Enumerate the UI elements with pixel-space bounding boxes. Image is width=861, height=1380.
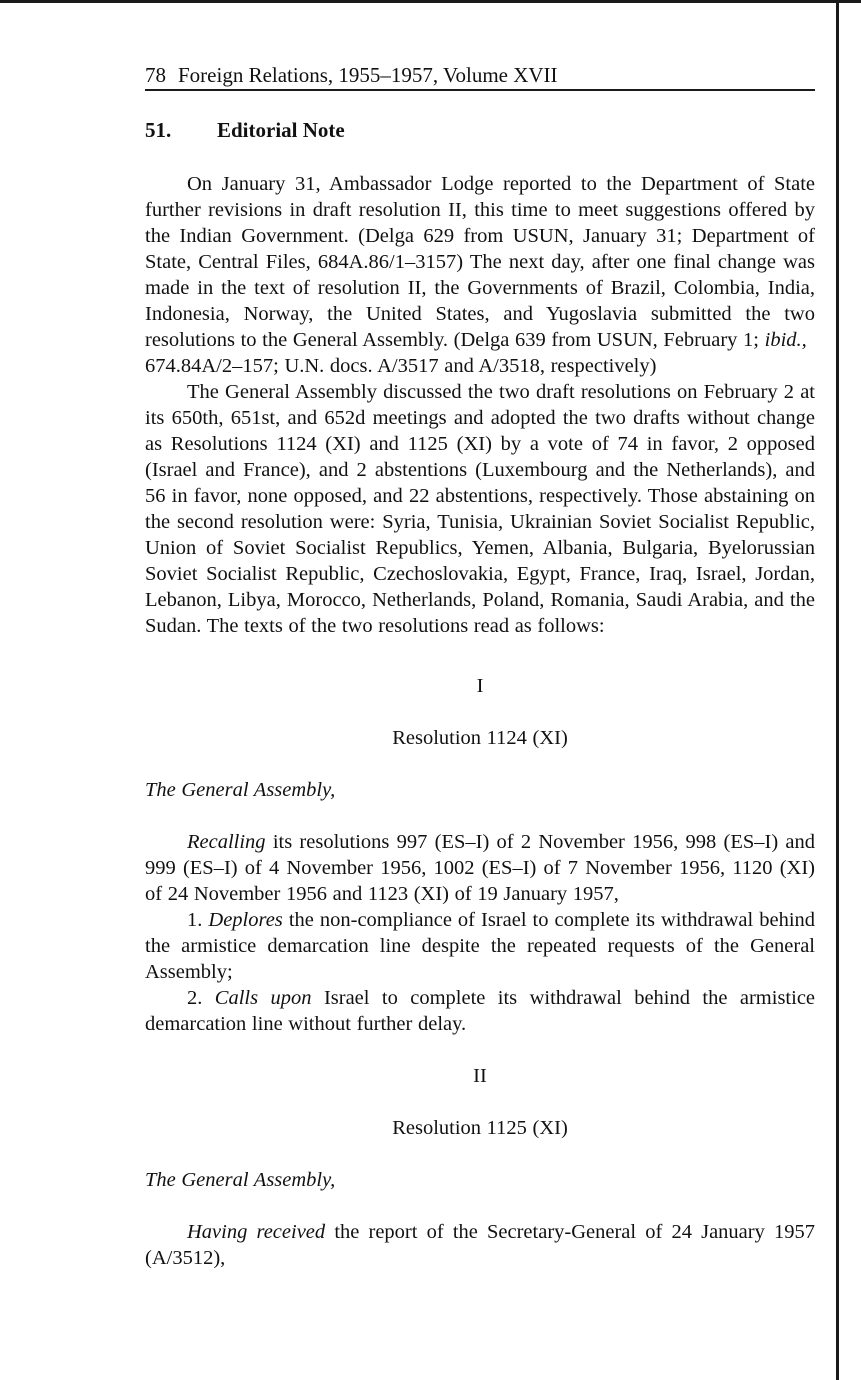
resolution-2-title: Resolution 1125 (XI) xyxy=(392,1117,568,1139)
resolution-1-recalling xyxy=(145,829,815,907)
recalling-text: its resolutions 997 (ES–I) of 2 November 1956, 998 (ES–I) and 999 (ES–I) of 4 November 1956, 1002 (ES–I) of 7 November 1956, 1120 (XI) of 24 November 1956 and 1123 (XI) of 19 January 1957, xyxy=(145,831,816,905)
having-received-lead: Having received xyxy=(187,1221,326,1243)
item-2-lead: Calls upon xyxy=(214,987,312,1009)
paragraph-1-text: On January 31, Ambassador Lodge reported to the Department of State further revisions in draft resolution II, this time to meet suggestions offered by the Indian Government. (Delga 629 from USUN, January 31; Department of State, Central Files, 684A.86/1–3157) The next day, after one final change was made in the text of resolution II, the Governments of Brazil, Colombia, India, Indonesia, Norway, the United States, and Yugoslavia submitted the two resolutions to the General Assembly. (Delga 639 from USUN, February 1; xyxy=(145,173,815,351)
scan-border-top xyxy=(0,0,861,3)
section-title: Editorial Note xyxy=(217,118,345,142)
item-2-number: 2. xyxy=(187,987,203,1009)
resolution-2-numeral: II xyxy=(473,1065,487,1087)
scan-border-right xyxy=(836,0,839,1380)
page-number: 78 xyxy=(145,63,166,87)
section-number: 51. xyxy=(145,118,172,142)
ibid-citation: ibid., xyxy=(764,329,807,351)
item-2-text: Israel to complete its withdrawal behind the armistice demarcation line without further delay. xyxy=(145,987,816,1035)
having-received-text: the report of the Secretary-General of 24 January 1957 (A/3512), xyxy=(145,1221,816,1269)
resolution-2-assembly: The General Assembly, xyxy=(145,1169,336,1191)
resolution-1-title: Resolution 1124 (XI) xyxy=(392,727,568,749)
document-body xyxy=(145,171,815,1271)
item-1-text: the non-compliance of Israel to complete its withdrawal behind the armistice demarcation line despite the repeated requests of the General Assembly; xyxy=(145,909,816,983)
item-1-number: 1. xyxy=(187,909,203,931)
section-heading xyxy=(145,117,345,143)
recalling-lead: Recalling xyxy=(187,831,266,853)
paragraph-1-end: 674.84A/2–157; U.N. docs. A/3517 and A/3518, respectively) xyxy=(145,355,657,377)
item-1-lead: Deplores xyxy=(208,909,283,931)
resolution-2-having-received xyxy=(145,1219,815,1271)
running-header xyxy=(145,62,815,91)
resolution-1-numeral: I xyxy=(476,675,484,697)
resolution-1-item-1 xyxy=(145,907,815,985)
resolution-1-item-2 xyxy=(145,985,815,1037)
paragraph-1 xyxy=(145,171,815,379)
paragraph-2: The General Assembly discussed the two draft resolutions on February 2 at its 650th, 651st, and 652d meetings and adopted the two drafts without change as Resolutions 1124 (XI) and 1125 (XI) by a vote of 74 in favor, 2 opposed (Israel and France), and 2 abstentions (Luxembourg and the Netherlands), and 56 in favor, none opposed, and 22 abstentions, respectively. Those abstaining on the second resolution were: Syria, Tunisia, Ukrainian Soviet Socialist Republic, Union of Soviet Socialist Republics, Yemen, Albania, Bulgaria, Byelorussian Soviet Socialist Republic, Czechoslovakia, Egypt, France, Iraq, Israel, Jordan, Lebanon, Libya, Morocco, Netherlands, Poland, Romania, Saudi Arabia, and the Sudan. The texts of the two resolutions read as follows: xyxy=(145,381,815,637)
running-title: Foreign Relations, 1955–1957, Volume XVII xyxy=(178,63,558,87)
resolution-1-assembly: The General Assembly, xyxy=(145,779,336,801)
